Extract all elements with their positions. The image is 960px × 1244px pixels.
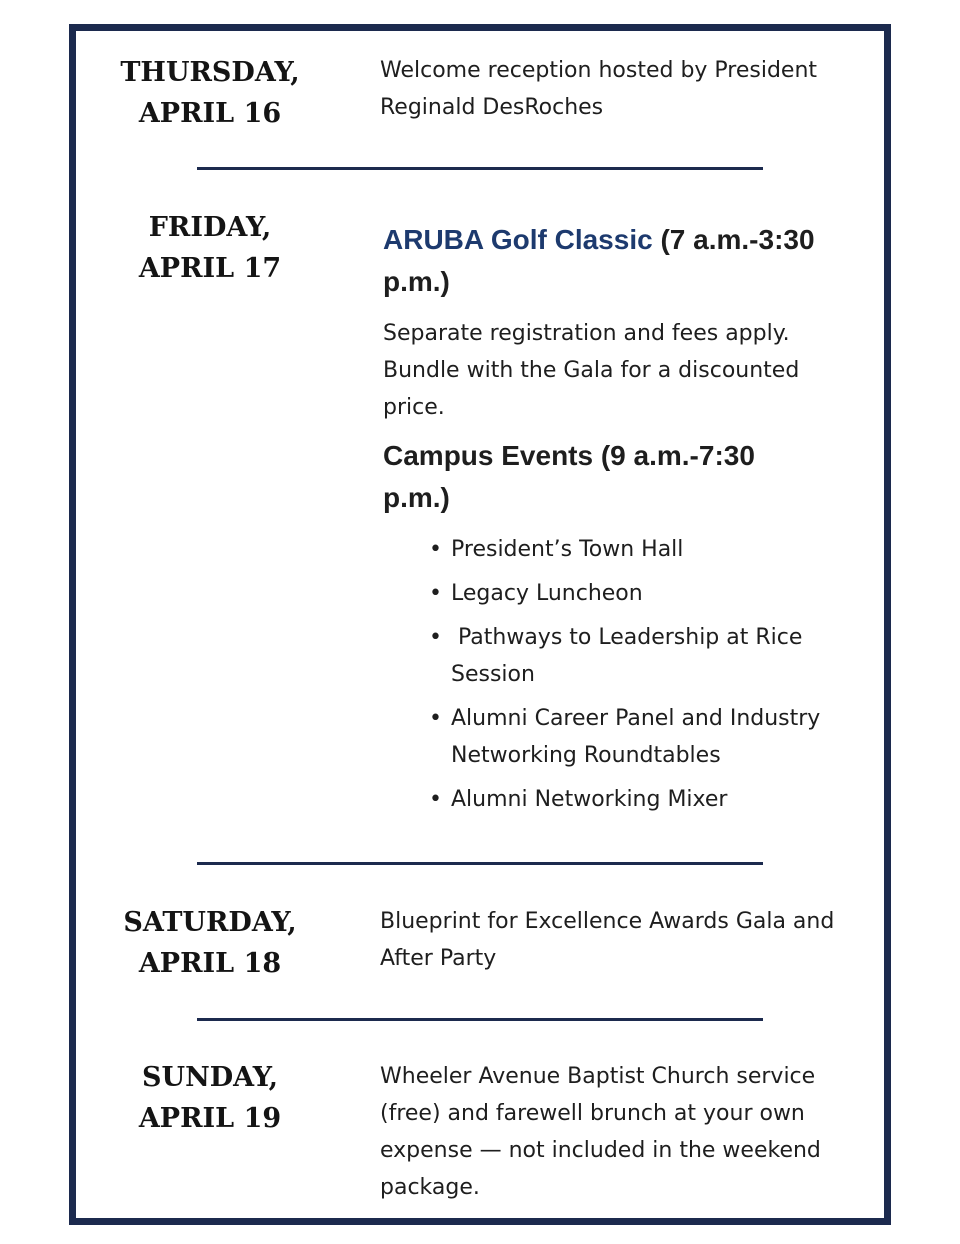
bullet-icon: • [429,581,442,606]
day-name: SATURDAY, [123,907,297,938]
list-item [426,700,836,774]
day-name: SUNDAY, [142,1062,278,1093]
golf-classic-note: Separate registration and fees apply. Bundle with the Gala for a discounted price. [383,321,800,420]
campus-events-heading: Campus Events (9 a.m.-7:30 p.m.) [383,440,755,513]
divider [197,862,763,865]
day-date: APRIL 16 [138,98,282,129]
sunday-date-label [100,1057,320,1139]
list-item-label: Alumni Networking Mixer [451,787,728,812]
day-name: THURSDAY, [120,57,300,88]
thursday-description: Welcome reception hosted by President Reginald DesRoches [380,58,818,120]
golf-classic-link[interactable]: ARUBA Golf Classic [383,224,653,255]
list-item-label: Alumni Career Panel and Industry Networking Roundtables [451,706,821,768]
golf-classic-heading [383,219,833,303]
thursday-date-label [100,52,320,134]
campus-events-list [426,531,836,825]
friday-date-label [100,207,320,289]
divider [197,1018,763,1021]
list-item [426,575,836,612]
day-date: APRIL 17 [138,253,282,284]
bullet-icon: • [429,706,442,731]
bullet-icon: • [429,537,442,562]
list-item-label: Pathways to Leadership at Rice Session [451,625,810,687]
list-item [426,619,836,693]
day-name: FRIDAY, [148,212,272,243]
golf-classic-time: (7 a.m.-3:30 p.m.) [383,224,815,297]
list-item [426,781,836,818]
saturday-date-label [100,902,320,984]
bullet-icon: • [429,625,442,650]
saturday-description: Blueprint for Excellence Awards Gala and After Party [380,909,835,971]
list-item [426,531,836,568]
sunday-description: Wheeler Avenue Baptist Church service (free) and farewell brunch at your own expense — not included in the weekend package. [380,1064,821,1200]
bullet-icon: • [429,787,442,812]
list-item-label: President’s Town Hall [451,537,684,562]
day-date: APRIL 19 [138,1103,282,1134]
divider [197,167,763,170]
list-item-label: Legacy Luncheon [451,581,643,606]
day-date: APRIL 18 [138,948,282,979]
